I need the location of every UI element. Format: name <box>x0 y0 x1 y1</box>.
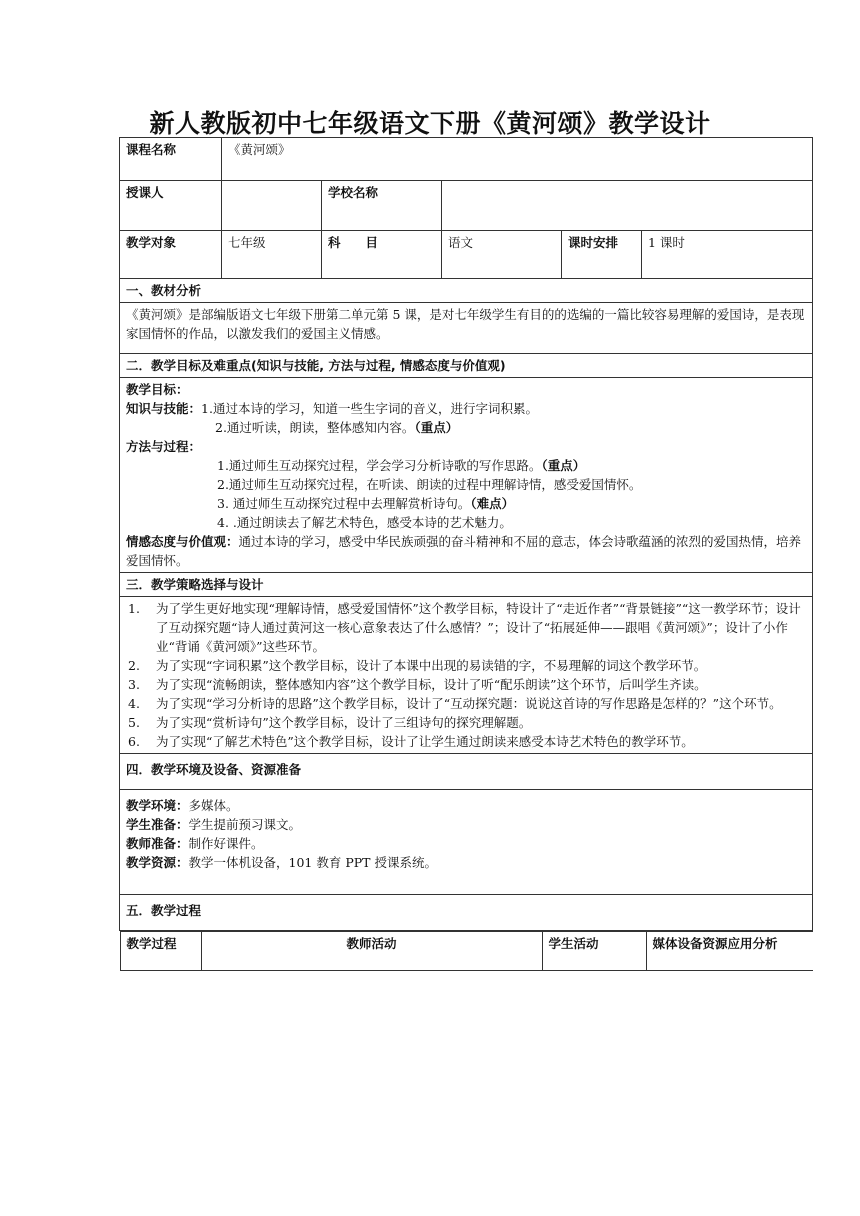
school-label: 学校名称 <box>322 181 442 231</box>
process-header-teacher: 教师活动 <box>201 932 542 971</box>
course-value: 《黄河颂》 <box>222 138 813 181</box>
method-line-3 <box>126 494 806 513</box>
strategy-number: 1. <box>128 601 140 616</box>
process-header-student: 学生活动 <box>542 932 646 971</box>
strategy-list-cell <box>120 597 813 754</box>
section-1-header <box>120 279 813 303</box>
resource-value: 教学一体机设备，101 教育 PPT 授课系统。 <box>188 855 437 870</box>
strategy-item <box>126 599 806 656</box>
knowledge-label: 知识与技能： <box>126 401 202 416</box>
env-line <box>126 796 806 815</box>
strategy-text: 为了实现“字词积累”这个教学目标，设计了本课中出现的易读错的字，不易理解的词这个教学环节。 <box>156 658 707 673</box>
student-value: 学生提前预习课文。 <box>188 817 302 832</box>
method-line-1 <box>126 456 806 475</box>
strategy-number: 5. <box>128 715 140 730</box>
knowledge-line-2 <box>126 418 806 437</box>
resource-label: 教学资源： <box>126 855 189 870</box>
section-1-title: 一、教材分析 <box>120 279 813 303</box>
strategy-text: 为了实现“学习分析诗的思路”这个教学目标，设计了“互动探究题：说说这首诗的写作思路是怎样的？”这个环节。 <box>156 696 782 711</box>
method-line-4 <box>126 513 806 532</box>
teacher-prep-value: 制作好课件。 <box>188 836 264 851</box>
textbook-analysis: 《黄河颂》是部编版语文七年级下册第二单元第 5 课，是对七年级学生有目的的选编的一篇比较容易理解的爱国诗，是表现家国情怀的作品，以激发我们的爱国主义情感。 <box>120 303 813 354</box>
knowledge-1: 1.通过本诗的学习，知道一些生字词的音义，进行字词积累。 <box>201 401 538 416</box>
target-value: 七年级 <box>222 231 322 279</box>
section-3-title: 三．教学策略选择与设计 <box>120 573 813 597</box>
strategy-item <box>126 694 806 713</box>
emotion-label: 情感态度与价值观： <box>126 534 239 549</box>
section-3-body <box>120 597 813 754</box>
resource-line <box>126 853 806 872</box>
strategy-text: 为了实现“赏析诗句”这个教学目标，设计了三组诗句的探究理解题。 <box>156 715 532 730</box>
teacher-label: 授课人 <box>120 181 222 231</box>
strategy-text: 为了实现“流畅朗读，整体感知内容”这个教学目标，设计了听“配乐朗读”这个环节，后叫学生齐读。 <box>156 677 707 692</box>
resources <box>120 790 813 895</box>
method-1-tag: （重点） <box>541 458 586 473</box>
target-row <box>120 231 813 279</box>
section-2-body <box>120 378 813 573</box>
process-table-row <box>120 931 813 972</box>
school-value <box>442 181 813 231</box>
method-label: 方法与过程： <box>126 439 202 454</box>
strategy-number: 6. <box>128 734 140 749</box>
hours-value: 1 课时 <box>642 231 813 279</box>
method-2: 2.通过师生互动探究过程，在听读、朗读的过程中理解诗情，感受爱国情怀。 <box>217 477 642 492</box>
env-value: 多媒体。 <box>188 798 239 813</box>
teacher-row <box>120 181 813 231</box>
teacher-prep-line <box>126 834 806 853</box>
strategy-text: 为了实现“了解艺术特色”这个教学目标，设计了让学生通过朗读来感受本诗艺术特色的教学环节。 <box>156 734 694 749</box>
student-label: 学生准备： <box>126 817 189 832</box>
section-4-header <box>120 754 813 790</box>
method-3: 3. 通过师生互动探究过程中去理解赏析诗句。 <box>217 496 471 511</box>
strategy-item <box>126 675 806 694</box>
emotion-line <box>126 532 806 570</box>
section-5-title: 五．教学过程 <box>120 895 813 931</box>
method-4: 4. .通过朗读去了解艺术特色，感受本诗的艺术魅力。 <box>217 515 512 530</box>
strategy-text: 为了学生更好地实现“理解诗情，感受爱国情怀”这个教学目标，特设计了“走近作者”“背景链接”“这一教学环节；设计了互动探究题“诗人通过黄河这一核心意象表达了什么感情？”；设计了“拓展延伸——跟唱《黄河颂》”；设计了小作业“背诵《黄河颂》”这些环节。 <box>156 601 801 654</box>
strategy-number: 3. <box>128 677 140 692</box>
process-table <box>120 931 813 971</box>
strategy-number: 2. <box>128 658 140 673</box>
method-3-tag: （难点） <box>470 496 515 511</box>
lesson-plan-table <box>119 137 813 971</box>
section-4-body <box>120 790 813 895</box>
goals-label: 教学目标： <box>126 382 189 397</box>
section-2-title: 二．教学目标及难重点(知识与技能, 方法与过程, 情感态度与价值观) <box>120 354 813 378</box>
emotion-text: 通过本诗的学习，感受中华民族顽强的奋斗精神和不屈的意志，体会诗歌蕴涵的浓烈的爱国热情，培养爱国情怀。 <box>126 534 802 568</box>
strategy-item <box>126 732 806 751</box>
teacher-prep-label: 教师准备： <box>126 836 189 851</box>
section-1-body <box>120 303 813 354</box>
section-2-header <box>120 354 813 378</box>
teaching-goals <box>120 378 813 573</box>
student-line <box>126 815 806 834</box>
process-table-cell <box>120 931 813 972</box>
knowledge-2: 2.通过听读，朗读，整体感知内容。 <box>215 420 415 435</box>
method-1: 1.通过师生互动探究过程，学会学习分析诗歌的写作思路。 <box>217 458 542 473</box>
subject-value: 语文 <box>442 231 562 279</box>
subject-label: 科 目 <box>322 231 442 279</box>
strategy-item <box>126 656 806 675</box>
course-label: 课程名称 <box>120 138 222 181</box>
strategy-list <box>126 599 806 751</box>
course-row <box>120 138 813 181</box>
teacher-value <box>222 181 322 231</box>
section-4-title: 四．教学环境及设备、资源准备 <box>120 754 813 790</box>
strategy-number: 4. <box>128 696 140 711</box>
knowledge-2-tag: （重点） <box>414 420 459 435</box>
process-header-row <box>120 932 813 971</box>
strategy-item <box>126 713 806 732</box>
section-5-header <box>120 895 813 931</box>
process-header-stage: 教学过程 <box>120 932 201 971</box>
page-title: 新人教版初中七年级语文下册《黄河颂》教学设计 <box>149 109 711 138</box>
env-label: 教学环境： <box>126 798 189 813</box>
hours-label: 课时安排 <box>562 231 642 279</box>
knowledge-line-1 <box>126 399 806 418</box>
method-line-2 <box>126 475 806 494</box>
section-3-header <box>120 573 813 597</box>
target-label: 教学对象 <box>120 231 222 279</box>
process-header-media: 媒体设备资源应用分析 <box>646 932 813 971</box>
